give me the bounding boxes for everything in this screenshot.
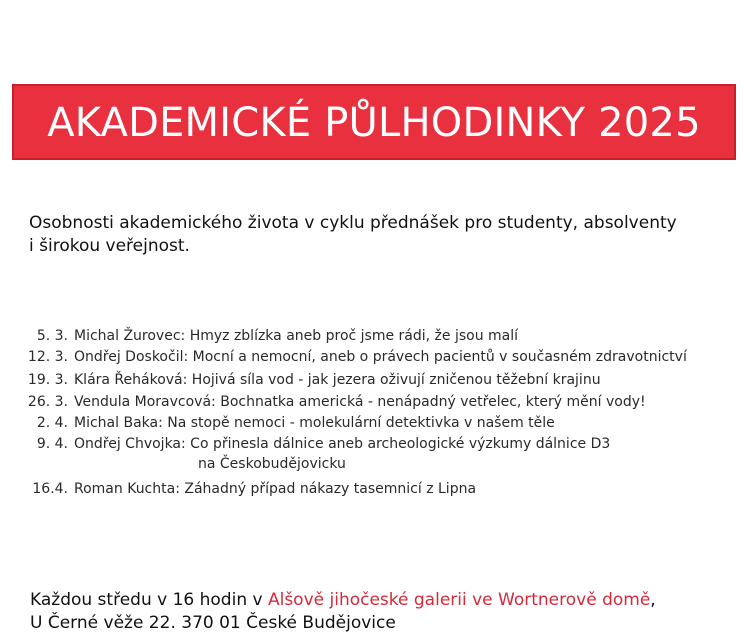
schedule-date: 9. 4. (36, 436, 68, 452)
venue-prefix: Každou středu v 16 hodin v (30, 590, 268, 610)
schedule-lecture: Roman Kuchta: Záhadný případ nákazy tasemnicí z Lipna (74, 481, 477, 497)
page-title: AKADEMICKÉ PŮLHODINKY 2025 (47, 100, 701, 146)
schedule-lecture-continuation: na Českobudějovicku (198, 456, 346, 472)
venue-name: Alšově jihočeské galerii ve Wortnerově domě (267, 590, 651, 610)
intro-text (29, 212, 729, 258)
schedule-lecture: Ondřej Doskočil: Mocní a nemocní, aneb o právech pacientů v současném zdravotnictví (74, 349, 687, 365)
venue-info (30, 589, 656, 635)
intro-line-2: i širokou veřejnost. (29, 236, 190, 256)
venue-address: U Černé věže 22. 370 01 České Budějovice (30, 613, 396, 633)
intro-line-1: Osobnosti akademického života v cyklu přednášek pro studenty, absolventy (29, 213, 677, 233)
schedule-date: 16.4. (32, 481, 68, 497)
schedule-date: 2. 4. (36, 415, 68, 431)
venue-line-1 (30, 589, 656, 612)
title-banner (12, 84, 736, 160)
schedule-lecture: Ondřej Chvojka: Co přinesla dálnice aneb archeologické výzkumy dálnice D3 (74, 436, 611, 452)
schedule-lecture: Michal Žurovec: Hmyz zblízka aneb proč jsme rádi, že jsou malí (74, 328, 519, 344)
schedule-lecture: Michal Baka: Na stopě nemoci - molekulární detektivka v našem těle (74, 415, 555, 431)
schedule-lecture: Klára Řeháková: Hojivá síla vod - jak jezera oživují zničenou těžební krajinu (74, 372, 601, 388)
schedule-lecture: Vendula Moravcová: Bochnatka americká - nenápadný vetřelec, který mění vody! (74, 394, 646, 410)
venue-suffix: , (650, 590, 656, 610)
schedule-date: 5. 3. (36, 328, 68, 344)
schedule-date: 12. 3. (27, 349, 68, 365)
schedule-date: 26. 3. (27, 394, 68, 410)
schedule-date: 19. 3. (27, 372, 68, 388)
